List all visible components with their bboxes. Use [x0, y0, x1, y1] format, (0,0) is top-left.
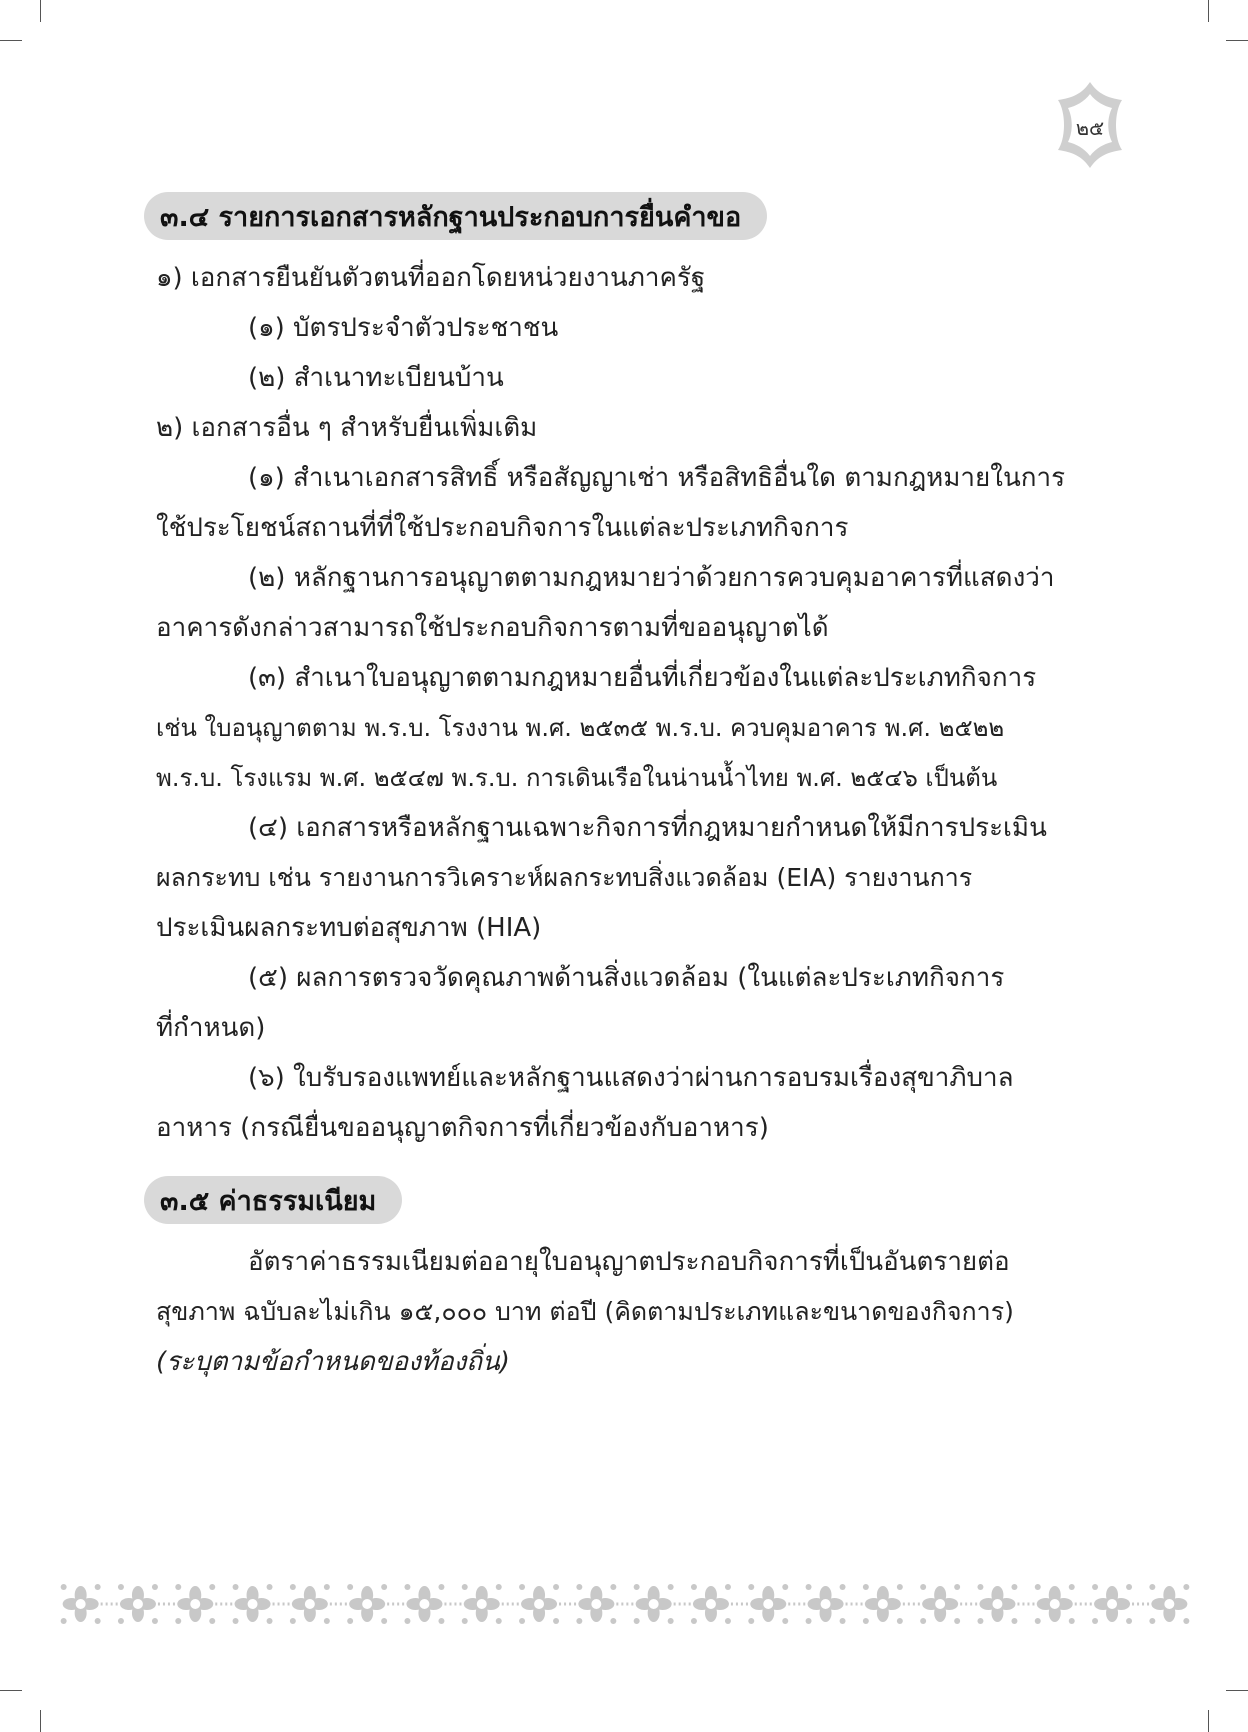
flower-motif-icon [863, 1584, 903, 1624]
list-item-continuation: อาหาร (กรณียื่นขออนุญาตกิจการที่เกี่ยวข้องกับอาหาร) [156, 1113, 769, 1143]
list-item-continuation: อาคารดังกล่าวสามารถใช้ประกอบกิจการตามที่ขออนุญาตได้ [156, 613, 829, 643]
page-number-badge [1052, 80, 1128, 170]
list-item: (๒) สำเนาทะเบียนบ้าน [248, 363, 504, 393]
list-item-continuation: ใช้ประโยชน์สถานที่ที่ใช้ประกอบกิจการในแต่ละประเภทกิจการ [156, 513, 849, 543]
list-item: ๒) เอกสารอื่น ๆ สำหรับยื่นเพิ่มเติม [156, 413, 538, 443]
page-number: ๒๕ [1075, 116, 1105, 140]
flower-motif-icon [634, 1584, 674, 1624]
flower-motif-icon [748, 1584, 788, 1624]
paragraph-line: อัตราค่าธรรมเนียมต่ออายุใบอนุญาตประกอบกิจการที่เป็นอันตรายต่อ [248, 1247, 1010, 1277]
flower-motif-icon [462, 1584, 502, 1624]
flower-motif-icon [118, 1584, 158, 1624]
list-item-continuation: ผลกระทบ เช่น รายงานการวิเคราะห์ผลกระทบสิ่งแวดล้อม (EIA) รายงานการ [156, 863, 973, 892]
list-item: (๓) สำเนาใบอนุญาตตามกฎหมายอื่นที่เกี่ยวข้องในแต่ละประเภทกิจการ [248, 663, 1037, 693]
crop-mark [1226, 1690, 1248, 1691]
list-item: (๕) ผลการตรวจวัดคุณภาพด้านสิ่งแวดล้อม (ในแต่ละประเภทกิจการ [248, 963, 1005, 993]
crop-mark [1208, 0, 1209, 22]
section-heading-3-4: ๓.๔ รายการเอกสารหลักฐานประกอบการยื่นคำขอ [144, 192, 767, 240]
list-item: (๔) เอกสารหรือหลักฐานเฉพาะกิจการที่กฎหมายกำหนดให้มีการประเมิน [248, 813, 1047, 843]
paragraph-line: สุขภาพ ฉบับละไม่เกิน ๑๕,๐๐๐ บาท ต่อปี (คิดตามประเภทและขนาดของกิจการ) [156, 1297, 1014, 1326]
crop-mark [1208, 1710, 1209, 1732]
flower-motif-icon [1092, 1584, 1132, 1624]
flower-motif-icon [1149, 1584, 1189, 1624]
flower-motif-icon [233, 1584, 273, 1624]
crop-mark [0, 40, 22, 41]
flower-motif-icon [61, 1584, 101, 1624]
list-item: (๑) สำเนาเอกสารสิทธิ์ หรือสัญญาเช่า หรือสิทธิอื่นใด ตามกฎหมายในการ [248, 463, 1066, 493]
flower-motif-icon [404, 1584, 444, 1624]
flower-motif-icon [519, 1584, 559, 1624]
flower-motif-icon [806, 1584, 846, 1624]
list-item: (๑) บัตรประจำตัวประชาชน [248, 313, 559, 343]
flower-motif-icon [1035, 1584, 1075, 1624]
paragraph-note: (ระบุตามข้อกำหนดของท้องถิ่น) [156, 1347, 510, 1377]
list-item-continuation: พ.ร.บ. โรงแรม พ.ศ. ๒๕๔๗ พ.ร.บ. การเดินเรือในน่านน้ำไทย พ.ศ. ๒๕๔๖ เป็นต้น [156, 764, 998, 792]
flower-motif-icon [977, 1584, 1017, 1624]
list-item: (๒) หลักฐานการอนุญาตตามกฎหมายว่าด้วยการควบคุมอาคารที่แสดงว่า [248, 563, 1055, 593]
crop-mark [40, 1710, 41, 1732]
crop-mark [40, 0, 41, 22]
list-item-continuation: เช่น ใบอนุญาตตาม พ.ร.บ. โรงงาน พ.ศ. ๒๕๓๕ พ.ร.บ. ควบคุมอาคาร พ.ศ. ๒๕๒๒ [156, 714, 1005, 742]
crop-mark [1226, 40, 1248, 41]
list-item: ๑) เอกสารยืนยันตัวตนที่ออกโดยหน่วยงานภาครัฐ [156, 263, 706, 293]
crop-mark [0, 1690, 22, 1691]
flower-motif-icon [576, 1584, 616, 1624]
flower-motif-icon [691, 1584, 731, 1624]
list-item-continuation: ประเมินผลกระทบต่อสุขภาพ (HIA) [156, 913, 542, 943]
flower-motif-icon [175, 1584, 215, 1624]
flower-motif-icon [920, 1584, 960, 1624]
flower-motif-icon [290, 1584, 330, 1624]
flower-motif-icon [347, 1584, 387, 1624]
list-item: (๖) ใบรับรองแพทย์และหลักฐานแสดงว่าผ่านการอบรมเรื่องสุขาภิบาล [248, 1063, 1014, 1093]
footer-ornament-band [52, 1576, 1198, 1632]
section-heading-3-5: ๓.๕ ค่าธรรมเนียม [144, 1176, 402, 1224]
list-item-continuation: ที่กำหนด) [156, 1013, 266, 1043]
